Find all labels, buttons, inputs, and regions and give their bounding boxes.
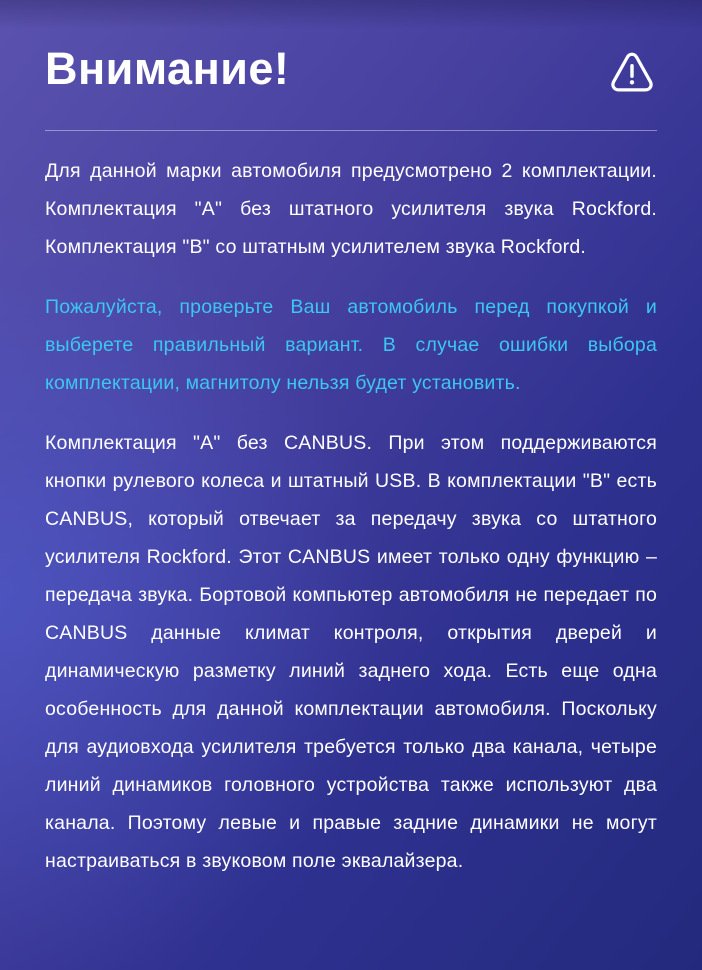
- header: [45, 38, 657, 97]
- intro-paragraph: Для данной марки автомобиля предусмотрено 2 комплектации. Комплектация "А" без штатного усилителя звука Rockford. Комплектация "В" со штатным усилителем звука Rockford.: [45, 160, 657, 258]
- notice-body: [45, 152, 657, 880]
- details-paragraph: Комплектация "А" без CANBUS. При этом поддерживаются кнопки рулевого колеса и штатный USB. В комплектации "В" есть CANBUS, который отвечает за передачу звука со штатного усилителя Rockford. Этот CANBUS имеет только одну функцию – передача звука. Бортовой компьютер автомобиля не передает по CANBUS данные климат контроля, открытия дверей и динамическую разметку линий заднего хода. Есть еще одна особенность для данной комплектации автомобиля. Поскольку для аудиовхода усилителя требуется только два канала, четыре линий динамиков головного устройства также используют два канала. Поэтому левые и правые задние динамики не могут настраиваться в звуковом поле эквалайзера.: [45, 432, 657, 872]
- divider: [45, 130, 657, 131]
- warning-triangle-icon: [609, 50, 655, 97]
- warning-paragraph: Пожалуйста, проверьте Ваш автомобиль перед покупкой и выберете правильный вариант. В случае ошибки выбора комплектации, магнитолу нельзя будет установить.: [45, 296, 657, 394]
- page-title: Внимание!: [45, 43, 290, 94]
